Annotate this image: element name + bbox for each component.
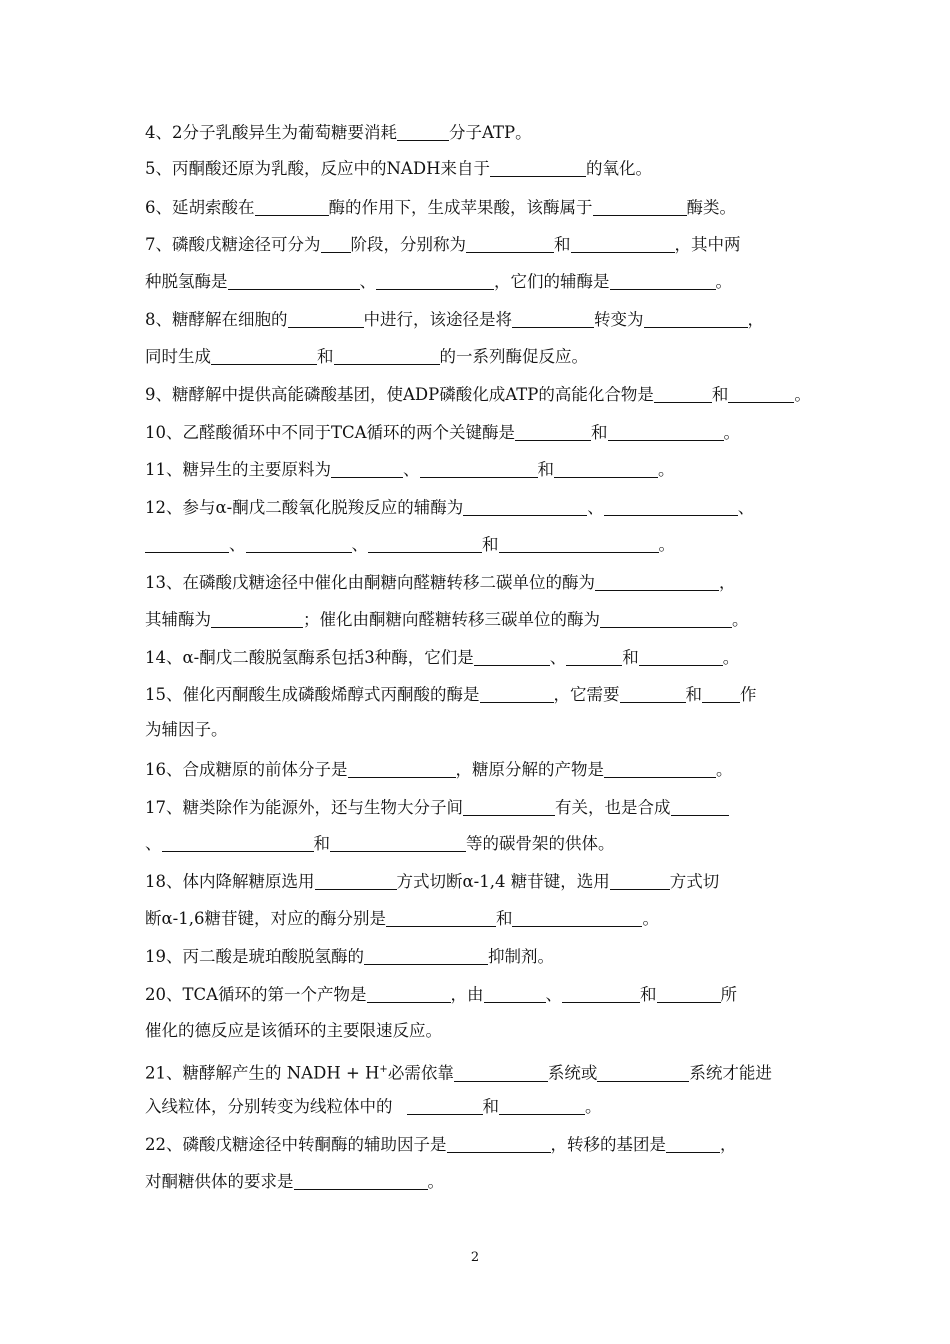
question-8-cont: 同时生成 和 的一系列酶促反应。: [145, 347, 588, 366]
answer-blank[interactable]: [162, 833, 314, 852]
question-6: 6、延胡索酸在 酶的作用下，生成苹果酸，该酶属于 酶类。: [145, 198, 736, 217]
answer-blank[interactable]: [639, 647, 723, 666]
answer-blank[interactable]: [499, 534, 659, 553]
answer-blank[interactable]: [474, 647, 550, 666]
answer-blank[interactable]: [515, 422, 591, 441]
answer-blank[interactable]: [644, 309, 748, 328]
answer-blank[interactable]: [407, 1096, 483, 1115]
answer-blank[interactable]: [331, 459, 403, 478]
answer-blank[interactable]: [593, 197, 687, 216]
answer-blank[interactable]: [595, 572, 719, 591]
answer-blank[interactable]: [334, 346, 440, 365]
answer-blank[interactable]: [604, 497, 738, 516]
question-16: 16、合成糖原的前体分子是 ，糖原分解的产物是 。: [145, 760, 733, 779]
answer-blank[interactable]: [728, 384, 794, 403]
question-12: 12、参与α-酮戊二酸氧化脱羧反应的辅酶为 、 、: [145, 498, 755, 517]
answer-blank[interactable]: [608, 422, 724, 441]
answer-blank[interactable]: [367, 984, 451, 1003]
answer-blank[interactable]: [654, 384, 712, 403]
answer-blank[interactable]: [666, 1134, 720, 1153]
answer-blank[interactable]: [480, 684, 554, 703]
question-11: 11、糖异生的主要原料为 、 和 。: [145, 460, 675, 479]
question-22: 22、磷酸戊糖途径中转酮酶的辅助因子是 ，转移的基团是 ，: [145, 1135, 737, 1154]
answer-blank[interactable]: [348, 759, 456, 778]
answer-blank[interactable]: [600, 609, 732, 628]
answer-blank[interactable]: [499, 1096, 585, 1115]
question-7: 7、磷酸戊糖途径可分为 阶段，分别称为 和 ，其中两: [145, 235, 741, 254]
answer-blank[interactable]: [420, 459, 538, 478]
answer-blank[interactable]: [246, 534, 352, 553]
question-13-cont: 其辅酶为 ；催化由酮糖向醛糖转移三碳单位的酶为 。: [145, 610, 749, 629]
answer-blank[interactable]: [562, 984, 640, 1003]
question-20-cont: 催化的德反应是该循环的主要限速反应。: [145, 1021, 442, 1040]
question-5: 5、丙酮酸还原为乳酸，反应中的NADH来自于 的氧化。: [145, 159, 652, 178]
answer-blank[interactable]: [364, 946, 488, 965]
answer-blank[interactable]: [597, 1063, 689, 1082]
question-17-cont: 、 和 等的碳骨架的供体。: [145, 834, 615, 853]
question-12-cont: 、 、 和 。: [145, 533, 675, 557]
question-21-cont: 入线粒体，分别转变为线粒体中的 和 。: [145, 1097, 602, 1116]
answer-blank[interactable]: [610, 271, 716, 290]
answer-blank[interactable]: [386, 908, 496, 927]
answer-blank[interactable]: [288, 309, 364, 328]
answer-blank[interactable]: [321, 234, 351, 253]
answer-blank[interactable]: [620, 684, 686, 703]
answer-blank[interactable]: [571, 234, 675, 253]
question-20: 20、TCA循环的第一个产物是 ，由 、 和 所: [145, 985, 738, 1004]
answer-blank[interactable]: [512, 309, 594, 328]
answer-blank[interactable]: [376, 271, 494, 290]
answer-blank[interactable]: [397, 122, 449, 141]
question-18: 18、体内降解糖原选用 方式切断α-1,4 糖苷键，选用 方式切: [145, 872, 720, 891]
answer-blank[interactable]: [294, 1171, 428, 1190]
answer-blank[interactable]: [454, 1063, 548, 1082]
answer-blank[interactable]: [466, 234, 554, 253]
answer-blank[interactable]: [211, 609, 303, 628]
question-19: 19、丙二酸是琥珀酸脱氢酶的 抑制剂。: [145, 947, 554, 966]
answer-blank[interactable]: [255, 197, 329, 216]
answer-blank[interactable]: [566, 647, 622, 666]
answer-blank[interactable]: [228, 271, 360, 290]
answer-blank[interactable]: [368, 534, 482, 553]
question-21: 21、糖酵解产生的 NADH + H+必需依靠 系统或 系统才能进: [145, 1063, 772, 1083]
question-14: 14、α-酮戊二酸脱氢酶系包括3种酶，它们是 、 和 。: [145, 648, 740, 667]
question-18-cont: 断α-1,6糖苷键，对应的酶分别是 和 。: [145, 909, 659, 928]
answer-blank[interactable]: [463, 497, 587, 516]
answer-blank[interactable]: [671, 797, 729, 816]
answer-blank[interactable]: [702, 684, 740, 703]
question-8: 8、糖酵解在细胞的 中进行，该途径是将 转变为 ，: [145, 310, 764, 329]
answer-blank[interactable]: [315, 871, 397, 890]
question-4: 4、2分子乳酸异生为葡萄糖要消耗 分子ATP。: [145, 123, 532, 142]
question-13: 13、在磷酸戊糖途径中催化由酮糖向醛糖转移二碳单位的酶为 ，: [145, 573, 736, 592]
question-7-cont: 种脱氢酶是 、 ，它们的辅酶是 。: [145, 272, 732, 291]
answer-blank[interactable]: [211, 346, 317, 365]
answer-blank[interactable]: [490, 158, 586, 177]
page-number: 2: [470, 1250, 480, 1265]
question-9: 9、糖酵解中提供高能磷酸基团，使ADP磷酸化成ATP的高能化合物是 和 。: [145, 385, 811, 404]
answer-blank[interactable]: [554, 459, 658, 478]
answer-blank[interactable]: [657, 984, 721, 1003]
answer-blank[interactable]: [145, 534, 229, 553]
question-10: 10、乙醛酸循环中不同于TCA循环的两个关键酶是 和 。: [145, 423, 741, 442]
answer-blank[interactable]: [463, 797, 555, 816]
question-17: 17、糖类除作为能源外，还与生物大分子间 有关，也是合成: [145, 796, 729, 820]
answer-blank[interactable]: [484, 984, 546, 1003]
question-22-cont: 对酮糖供体的要求是 。: [145, 1172, 444, 1191]
question-15-cont: 为辅因子。: [145, 720, 228, 739]
answer-blank[interactable]: [512, 908, 642, 927]
answer-blank[interactable]: [447, 1134, 551, 1153]
answer-blank[interactable]: [610, 871, 670, 890]
answer-blank[interactable]: [330, 833, 466, 852]
question-15: 15、催化丙酮酸生成磷酸烯醇式丙酮酸的酶是 ，它需要 和 作: [145, 685, 757, 704]
answer-blank[interactable]: [604, 759, 716, 778]
